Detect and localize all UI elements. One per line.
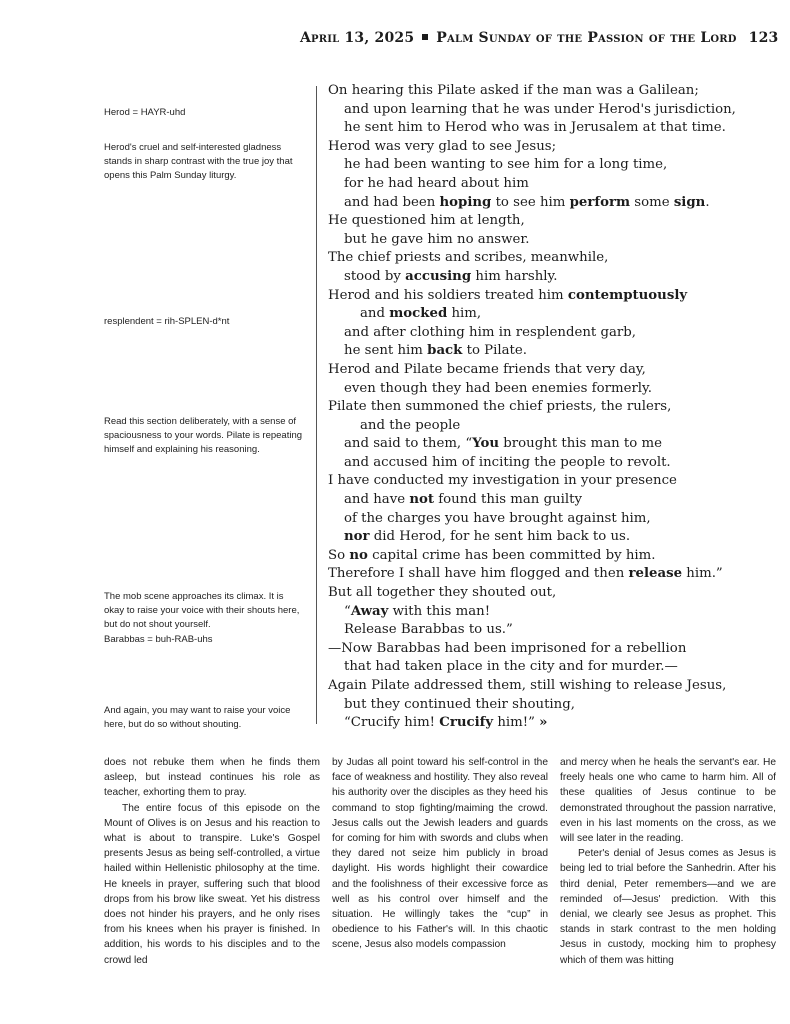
commentary-paragraph: does not rebuke them when he finds them asleep, but instead continues his role as teacher, exhorting them to pray. <box>104 757 320 799</box>
reading-text: and <box>360 306 390 322</box>
reading-text: him, <box>447 306 482 322</box>
emphasized-word: Crucify <box>439 715 494 731</box>
margin-note: The mob scene approaches its climax. It is okay to raise your voice with their shouts here, but do not shout yourself. <box>104 591 300 630</box>
reading-line <box>328 305 768 324</box>
reading-line <box>328 565 768 584</box>
reading-text: . <box>705 194 710 210</box>
running-header <box>300 30 778 46</box>
reading-text: and said to them, “ <box>344 436 473 452</box>
reading-text: “Crucify him! <box>344 715 440 731</box>
reading-text: and had been <box>344 194 440 210</box>
commentary-paragraph: Peter's denial of Jesus comes as Jesus is being led to trial before the Sanhedrin. After his third denial, Peter remembers—and we are reminded of—Jesus' prediction. With this denial, we clearly see Jesus as prophet. This stands in stark contrast to the men holding Jesus in custody, mocking him to prophesy which of them was hitting <box>560 848 776 966</box>
reading-text: him!” <box>493 715 540 731</box>
reading-text: him.” <box>682 566 723 582</box>
reading-text: Pilate then summoned the chief priests, the rulers, <box>328 399 672 415</box>
reading-line <box>328 268 768 287</box>
reading-text: and upon learning that he was under Herod's jurisdiction, <box>344 101 736 117</box>
emphasized-word: no <box>349 547 368 563</box>
reading-line <box>328 677 768 696</box>
vertical-divider <box>316 86 317 724</box>
emphasized-word: contemptuously <box>567 287 688 303</box>
reading-line <box>328 472 768 491</box>
emphasized-word: sign <box>673 194 706 210</box>
reading-text: of the charges you have brought against him, <box>344 510 651 526</box>
reading-text: but they continued their shouting, <box>344 696 575 712</box>
reading-text: —Now Barabbas had been imprisoned for a rebellion <box>328 640 687 656</box>
reading-line <box>328 175 768 194</box>
reading-text: stood by <box>344 268 406 284</box>
emphasized-word: mocked <box>389 306 448 322</box>
reading-text: and the people <box>360 417 461 433</box>
scripture-reading <box>328 82 768 733</box>
page-number: 123 <box>748 30 779 46</box>
emphasized-word: You <box>472 436 500 452</box>
reading-text: to Pilate. <box>462 343 527 359</box>
reading-line <box>328 361 768 380</box>
emphasized-word: hoping <box>439 194 492 210</box>
reading-text: Therefore I shall have him flogged and then <box>328 566 629 582</box>
reading-line <box>328 603 768 622</box>
commentary-column-1 <box>104 755 320 968</box>
reading-text: So <box>328 547 350 563</box>
margin-note: And again, you may want to raise your voice here, but do so without shouting. <box>104 705 291 730</box>
emphasized-word: » <box>539 715 548 731</box>
emphasized-word: not <box>409 492 435 508</box>
commentary-paragraph: The entire focus of this episode on the Mount of Olives is on Jesus and his reaction to what is about to transpire. Luke's Gospel presents Jesus as being self-controlled, a virtue hailed within Hellenistic philosophy at the time. He kneels in prayer, suffering such that blood drops from his brow like sweat. Yet his distress does not hinder his prayers, and he only rises from his knees when his prayer is finished. In addition, his words to his disciples and to the crowd led <box>104 802 320 966</box>
reading-line <box>328 82 768 101</box>
emphasized-word: Away <box>350 603 389 619</box>
reading-line <box>328 621 768 640</box>
reading-text: that had taken place in the city and for murder.— <box>344 659 678 675</box>
reading-text: he sent him to Herod who was in Jerusalem at that time. <box>344 120 726 136</box>
reading-line <box>328 435 768 454</box>
reading-line <box>328 714 768 733</box>
reading-line <box>328 510 768 529</box>
reading-line <box>328 398 768 417</box>
reading-text: he had been wanting to see him for a long time, <box>344 157 668 173</box>
reading-text: capital crime has been committed by him. <box>367 547 656 563</box>
reading-line <box>328 658 768 677</box>
margin-note: Herod's cruel and self-interested gladness stands in sharp contrast with the true joy that opens this Palm Sunday liturgy. <box>104 142 293 181</box>
reading-text: I have conducted my investigation in your presence <box>328 473 677 489</box>
reading-line <box>328 342 768 361</box>
reading-line <box>328 528 768 547</box>
reading-text: and accused him of inciting the people to revolt. <box>344 454 671 470</box>
margin-note: resplendent = rih-SPLEN-d*nt <box>104 316 230 327</box>
reading-text: did Herod, for he sent him back to us. <box>369 529 631 545</box>
reading-text: and have <box>344 492 410 508</box>
reading-line <box>328 194 768 213</box>
margin-note: Herod = HAYR-uhd <box>104 107 186 118</box>
reading-text: with this man! <box>388 603 491 619</box>
reading-line <box>328 454 768 473</box>
reading-text: Herod and his soldiers treated him <box>328 287 568 303</box>
reading-line <box>328 696 768 715</box>
reading-line <box>328 287 768 306</box>
reading-text: But all together they shouted out, <box>328 585 557 601</box>
commentary-paragraph: by Judas all point toward his self-control in the face of weakness and hostility. They also reveal his authority over the disciples as they heed his command to stop fighting/maiming the crowd. Jesus calls out the Jewish leaders and guards for coming for him with swords and clubs when they dared not seize him publicly in broad daylight. His words highlight their cowardice and the foolishness of their excessive force as well as his control over himself and the situation. He willingly takes the “cup” in obedience to his Father's will. In this chaotic scene, Jesus also models compassion <box>332 757 548 951</box>
reading-line <box>328 584 768 603</box>
reading-text: Release Barabbas to us.” <box>344 622 513 638</box>
reading-line <box>328 324 768 343</box>
reading-line <box>328 491 768 510</box>
reading-line <box>328 101 768 120</box>
reading-line <box>328 138 768 157</box>
reading-text: him harshly. <box>471 268 558 284</box>
commentary <box>104 755 776 968</box>
emphasized-word: back <box>427 343 463 359</box>
reading-text: brought this man to me <box>499 436 662 452</box>
reading-text: he sent him <box>344 343 428 359</box>
reading-text: found this man guilty <box>434 492 583 508</box>
emphasized-word: release <box>628 566 683 582</box>
reading-text: for he had heard about him <box>344 175 529 191</box>
emphasized-word: accusing <box>405 268 472 284</box>
reading-line <box>328 156 768 175</box>
commentary-paragraph: and mercy when he heals the servant's ear. He freely heals one who came to harm him. All of these qualities of Jesus continue to be demonstrated throughout the passion narrative, even in his last moments on the cross, as we will see later in the reading. <box>560 757 776 845</box>
reading-text: even though they had been enemies formerly. <box>344 380 653 396</box>
margin-note: Barabbas = buh-RAB-uhs <box>104 634 213 645</box>
reading-text: “ <box>344 603 351 619</box>
header-date: April 13, 2025 <box>300 30 415 46</box>
reading-text: some <box>630 194 674 210</box>
reading-text: On hearing this Pilate asked if the man was a Galilean; <box>328 83 699 98</box>
margin-note: Read this section deliberately, with a sense of spaciousness to your words. Pilate is repeating himself and explaining his reasoning. <box>104 416 303 455</box>
reading-line <box>328 119 768 138</box>
reading-line <box>328 380 768 399</box>
reading-text: to see him <box>491 194 570 210</box>
reading-line <box>328 212 768 231</box>
commentary-column-3 <box>560 755 776 968</box>
reading-text: He questioned him at length, <box>328 213 525 229</box>
reading-text: Herod and Pilate became friends that very day, <box>328 361 646 377</box>
emphasized-word: nor <box>344 529 370 545</box>
reading-line <box>328 417 768 436</box>
square-bullet-icon <box>422 34 428 40</box>
reading-line <box>328 231 768 250</box>
emphasized-word: perform <box>569 194 631 210</box>
reading-text: but he gave him no answer. <box>344 231 530 247</box>
header-title: Palm Sunday of the Passion of the Lord <box>436 30 737 46</box>
reading-text: The chief priests and scribes, meanwhile, <box>328 250 609 266</box>
reading-text: and after clothing him in resplendent garb, <box>344 324 637 340</box>
reading-text: Again Pilate addressed them, still wishing to release Jesus, <box>328 678 727 693</box>
reading-line <box>328 547 768 566</box>
reading-line <box>328 640 768 659</box>
commentary-column-2 <box>332 755 548 968</box>
reading-text: Herod was very glad to see Jesus; <box>328 138 557 154</box>
reading-line <box>328 249 768 268</box>
